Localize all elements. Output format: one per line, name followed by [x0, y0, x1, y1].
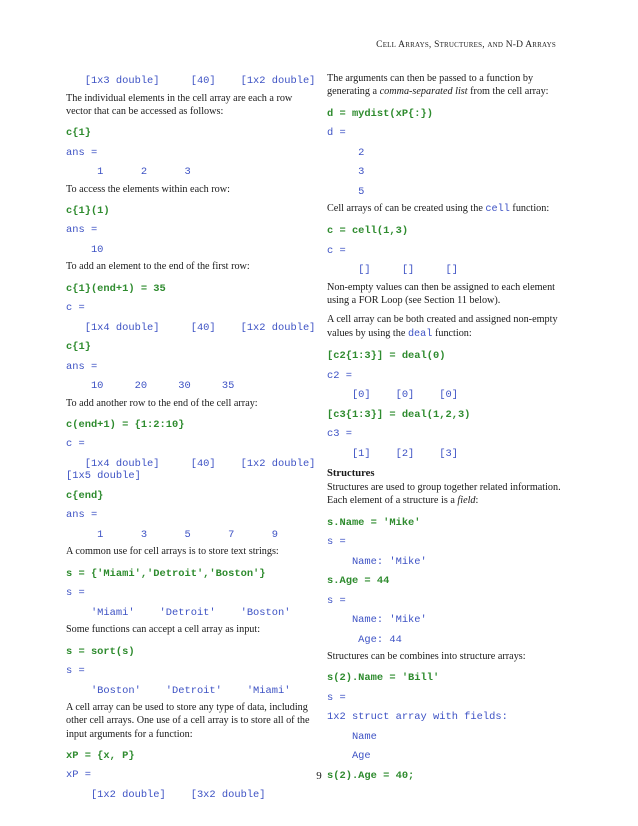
code-command: s(2).Age = 40;: [327, 769, 415, 782]
code-command: c{1}: [66, 127, 91, 140]
code-output: s =: [327, 594, 346, 607]
code-output: [1x4 double] [40] [1x2 double] [1x5 double]: [66, 457, 316, 483]
code-output: 10 20 30 35: [66, 380, 235, 393]
code-output: 1x2 struct array with fields:: [327, 711, 508, 724]
paragraph: Non-empty values can then be assigned to each element using a FOR Loop (see Section 11 below).: [327, 281, 556, 307]
italic-term: comma-separated list: [379, 86, 468, 98]
code-output: c3 =: [327, 428, 352, 441]
inline-code: cell: [485, 204, 510, 216]
code-output: c =: [327, 244, 346, 257]
paragraph: [327, 72, 564, 99]
code-output: Age: 44: [327, 633, 402, 646]
text-run: from the cell array:: [467, 86, 549, 98]
code-output: d =: [327, 127, 346, 140]
code-command: s.Name = 'Mike': [327, 516, 421, 529]
code-command: s.Age = 44: [327, 575, 390, 588]
code-output: [1x4 double] [40] [1x2 double]: [66, 321, 316, 334]
code-output: ans =: [66, 509, 98, 522]
code-output: ans =: [66, 360, 98, 373]
code-command: c{end}: [66, 489, 104, 502]
inline-code: deal: [407, 328, 433, 340]
code-command: xP = {x, P}: [66, 749, 135, 762]
code-output: [1] [2] [3]: [327, 447, 458, 460]
paragraph: The individual elements in the cell array are each a row vector that can be accessed as follows:: [66, 92, 293, 117]
code-output: 'Boston' 'Detroit' 'Miami': [66, 684, 291, 697]
code-command: s(2).Name = 'Bill': [327, 672, 440, 685]
code-output: 1 2 3: [66, 166, 191, 179]
text-run: A cell array can be both created and assigned non-empty values by using the: [327, 314, 558, 339]
code-command: c{1}(1): [66, 204, 110, 217]
section-heading: Structures: [327, 468, 375, 480]
code-output: [] [] []: [327, 264, 458, 277]
code-output: s =: [66, 587, 85, 600]
code-output: Name: 'Mike': [327, 555, 427, 568]
code-output: s =: [327, 691, 346, 704]
code-command: d = mydist(xP{:}): [327, 107, 434, 120]
paragraph: A cell array can be used to store any type of data, including other cell arrays. One use of a cell array is to store all of the input arguments for a function:: [66, 702, 310, 740]
code-output: [1x2 double] [3x2 double]: [66, 788, 266, 801]
text-run: function:: [432, 327, 472, 339]
code-output: 2: [327, 146, 365, 159]
text-run: Structures are used to group together related information. Each element of a structure is a: [327, 482, 561, 507]
code-command: s = sort(s): [66, 645, 135, 658]
text-run: Cell arrays of can be created using the: [327, 203, 486, 215]
code-command: c = cell(1,3): [327, 225, 409, 238]
paragraph: Structures can be combines into structure arrays:: [327, 651, 526, 663]
code-output: 5: [327, 185, 365, 198]
paragraph: To add another row to the end of the cell array:: [66, 397, 258, 409]
code-output: Age: [327, 750, 371, 763]
code-output: 1 3 5 7 9: [66, 528, 279, 541]
code-output: c2 =: [327, 369, 352, 382]
code-output: c =: [66, 438, 85, 451]
code-output: s =: [66, 665, 85, 678]
code-output: 3: [327, 166, 365, 179]
page-number: 9: [316, 770, 322, 782]
code-command: c{1}: [66, 341, 91, 354]
code-command: [c3{1:3}] = deal(1,2,3): [327, 408, 471, 421]
code-command: s = {'Miami','Detroit','Boston'}: [66, 567, 266, 580]
code-output: s =: [327, 536, 346, 549]
paragraph: [327, 481, 564, 508]
code-output: Name: [327, 730, 377, 743]
code-command: c(end+1) = {1:2:10}: [66, 418, 185, 431]
paragraph: To access the elements within each row:: [66, 183, 230, 195]
paragraph: Some functions can accept a cell array as input:: [66, 624, 261, 636]
code-output: 10: [66, 243, 104, 256]
code-output: ans =: [66, 224, 98, 237]
code-command: [c2{1:3}] = deal(0): [327, 350, 446, 363]
running-header: Cell Arrays, Structures, and N-D Arrays: [376, 40, 556, 50]
paragraph: [327, 202, 564, 216]
text-run: The arguments can then be passed to a function by generating a: [327, 73, 534, 98]
code-output: c =: [66, 302, 85, 315]
code-output: Name: 'Mike': [327, 614, 427, 627]
paragraph: To add an element to the end of the first row:: [66, 261, 250, 273]
paragraph: [327, 313, 564, 341]
italic-term: field: [457, 495, 476, 507]
text-run: function:: [509, 203, 550, 215]
paragraph: A common use for cell arrays is to store text strings:: [66, 546, 279, 558]
code-output: xP =: [66, 769, 91, 782]
code-output: 'Miami' 'Detroit' 'Boston': [66, 606, 291, 619]
right-column: [327, 72, 564, 786]
code-output: [1x3 double] [40] [1x2 double]: [66, 75, 316, 87]
code-output: ans =: [66, 146, 98, 159]
code-command: c{1}(end+1) = 35: [66, 282, 166, 295]
code-output: [0] [0] [0]: [327, 389, 458, 402]
left-column: [66, 72, 316, 805]
text-run: :: [475, 495, 479, 507]
